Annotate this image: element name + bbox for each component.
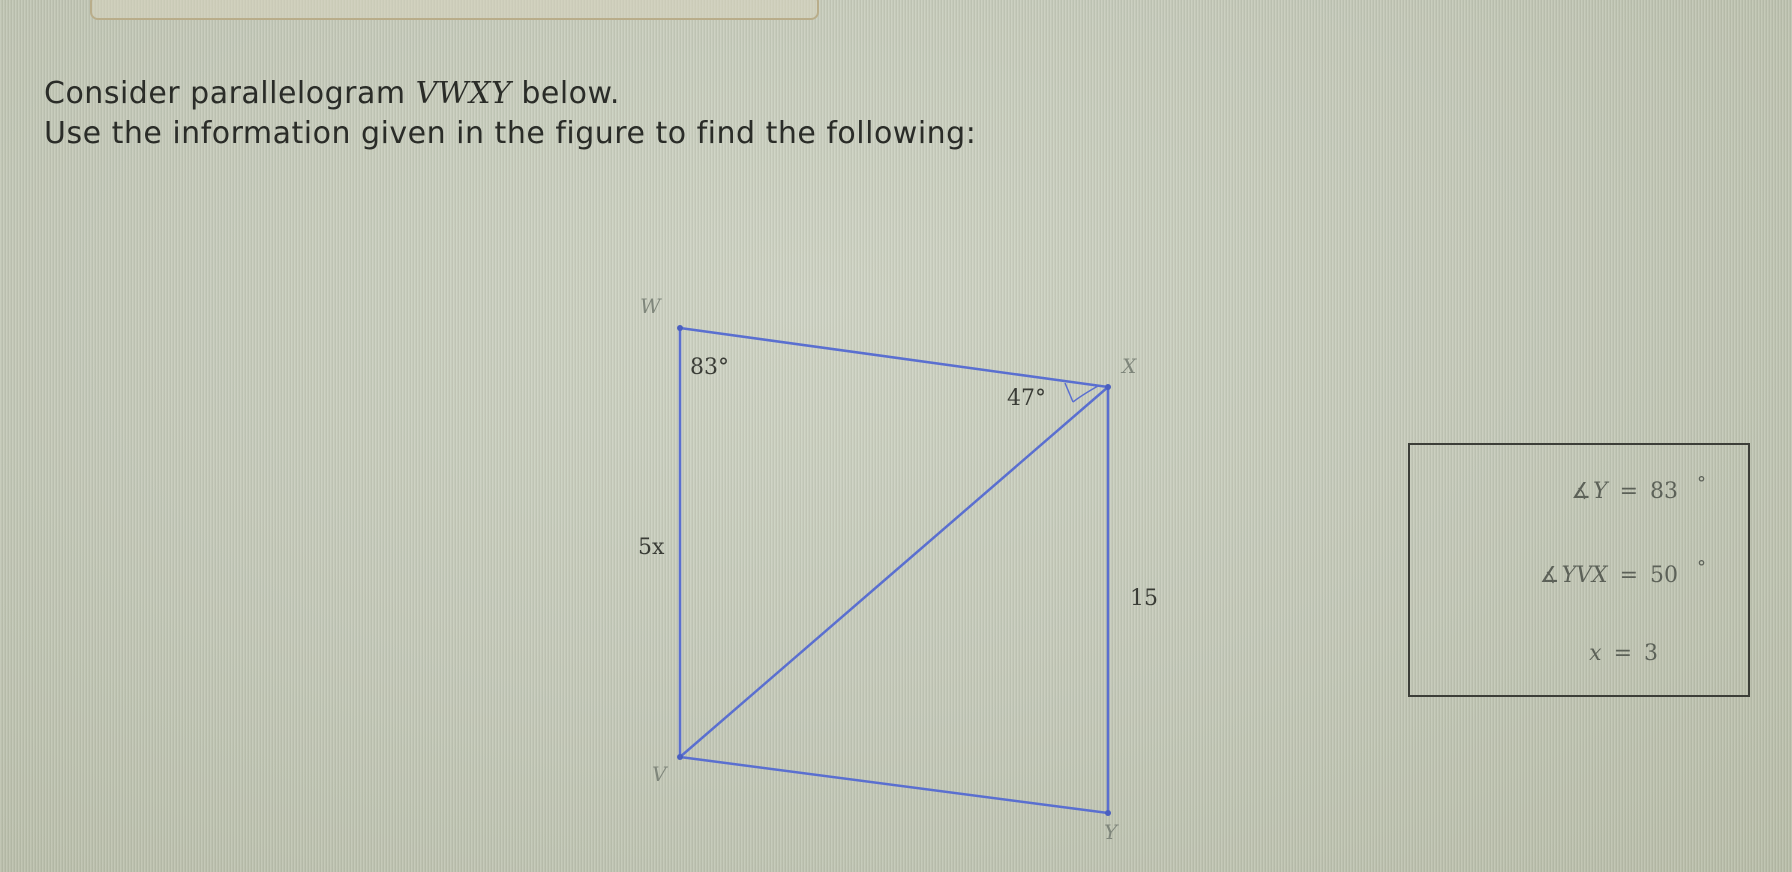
equals-sign: = (1619, 563, 1638, 588)
answer-box (1408, 443, 1750, 697)
answer-value-field[interactable]: 83 (1650, 479, 1678, 504)
question-instruction: Use the information given in the figure to find the following: (44, 116, 977, 151)
shape-name: VWXY (415, 76, 512, 111)
angle-icon: ∡ (1571, 479, 1592, 504)
degree-unit: ° (1697, 557, 1706, 578)
answer-angle-Y (1571, 473, 1706, 504)
vertex-label-X: X (1122, 354, 1137, 378)
angle-label-W: 83° (690, 355, 729, 380)
answer-x (1589, 641, 1658, 666)
side-WX (680, 328, 1108, 387)
diagonal-VX (680, 387, 1108, 757)
equals-sign: = (1619, 479, 1638, 504)
vertex-dot-W (677, 325, 683, 331)
side-label-XY: 15 (1130, 586, 1158, 611)
question-suffix: below. (511, 76, 620, 111)
vertex-label-W: W (640, 294, 661, 318)
answer-label: YVX (1561, 563, 1608, 588)
answer-angle-YVX (1539, 557, 1706, 588)
side-YV (680, 757, 1108, 813)
vertex-dot-V (677, 754, 683, 760)
vertex-label-V: V (652, 762, 667, 786)
answer-label: Y (1593, 479, 1608, 504)
degree-unit: ° (1697, 473, 1706, 494)
answer-value-field[interactable]: 50 (1650, 563, 1678, 588)
answer-label: x (1589, 641, 1602, 666)
vertex-dot-X (1105, 384, 1111, 390)
angle-icon: ∡ (1539, 563, 1560, 588)
vertex-label-Y: Y (1104, 820, 1118, 844)
side-label-WV: 5x (638, 535, 665, 560)
equals-sign: = (1613, 641, 1632, 666)
answer-value-field[interactable]: 3 (1644, 641, 1658, 666)
vertex-dot-Y (1105, 810, 1111, 816)
question-prefix: Consider parallelogram (44, 76, 416, 111)
angle-label-X: 47° (1007, 386, 1046, 411)
